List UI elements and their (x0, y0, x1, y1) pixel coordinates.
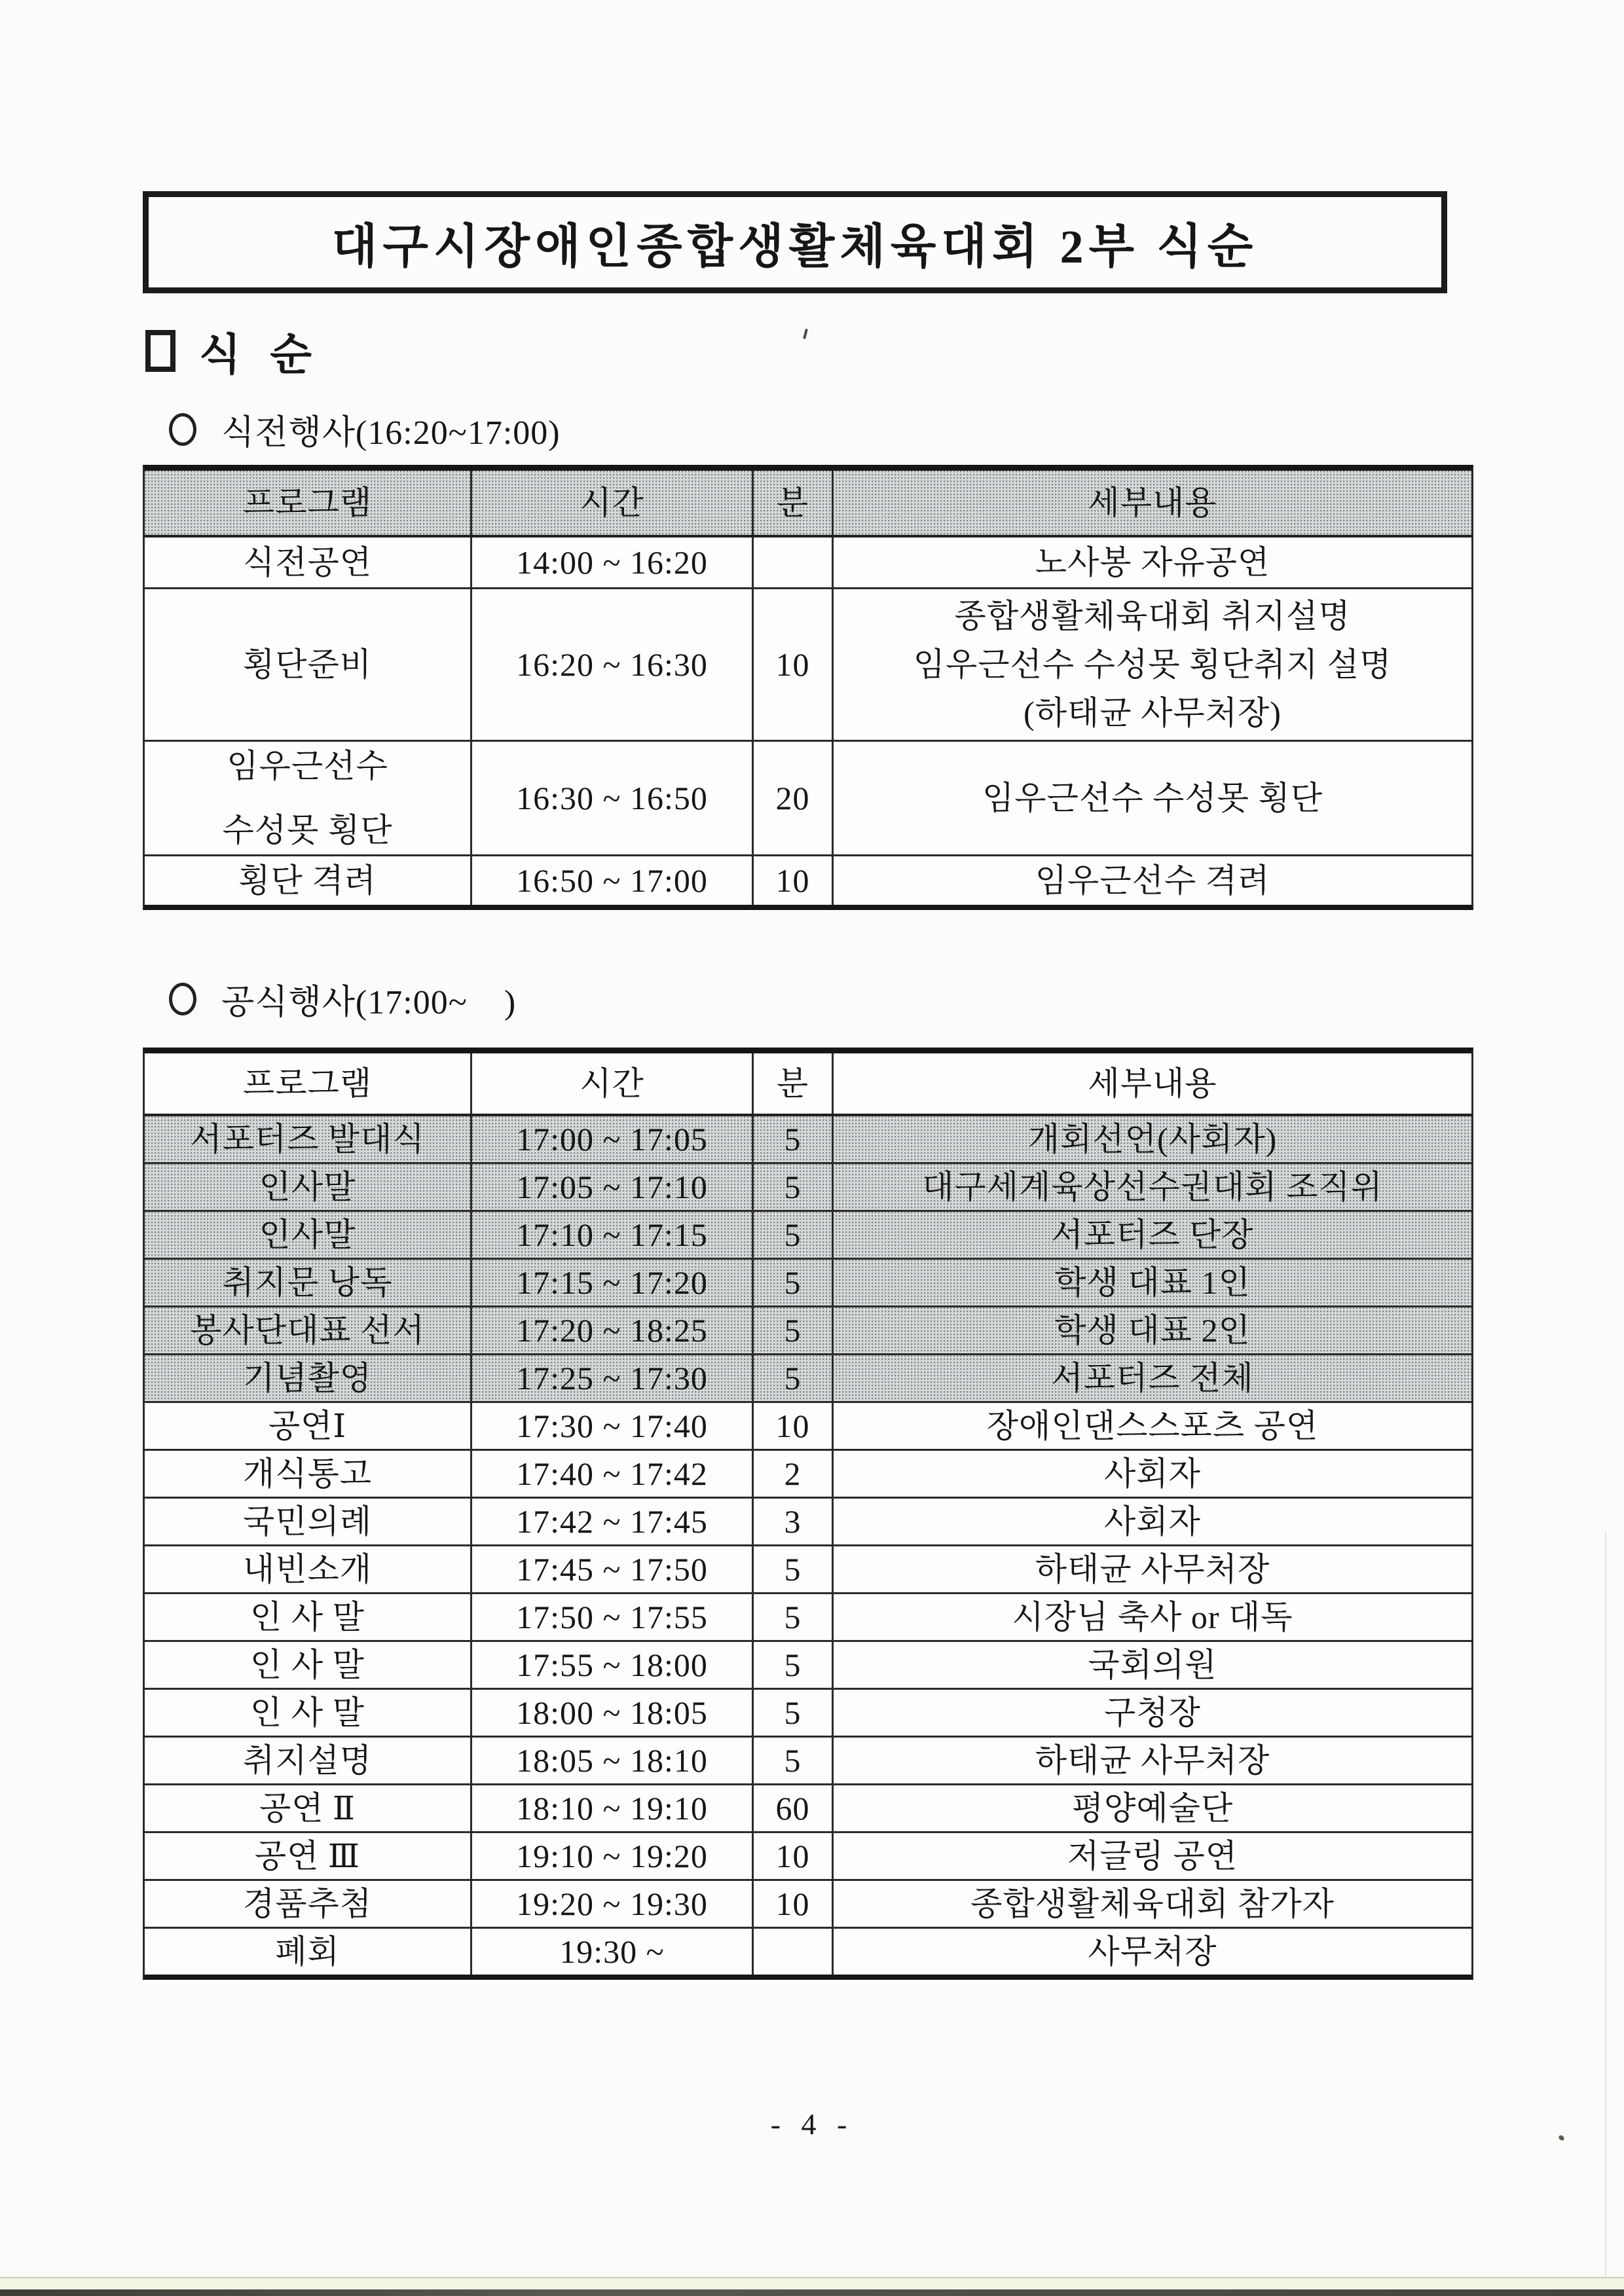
column-header-text: 분 (776, 484, 809, 521)
cell-program-text: 내빈소개 (242, 1551, 373, 1588)
cell-detail-text: 종합생활체육대회 취지설명 (954, 598, 1351, 634)
column-header (834, 471, 1471, 535)
cell-minutes (754, 1260, 834, 1305)
cell-program-text: 수성못 횡단 (222, 812, 393, 848)
cell-detail (834, 856, 1471, 905)
cell-minutes (754, 1307, 834, 1353)
subsection-pre-ceremony (169, 405, 561, 454)
cell-detail (834, 1403, 1471, 1449)
column-header (472, 1053, 754, 1114)
cell-program-text: 횡단준비 (242, 646, 373, 683)
cell-time-text: 17:05 ~ 17:10 (516, 1169, 708, 1205)
cell-minutes (754, 538, 834, 587)
column-header-text: 프로그램 (242, 1065, 373, 1102)
table-row (145, 1116, 1471, 1164)
table-row (145, 1451, 1471, 1499)
cell-program (145, 1260, 472, 1305)
subsection-label: 식전행사(16:20~17:00) (221, 414, 561, 452)
column-header (834, 1053, 1471, 1114)
cell-detail (834, 1929, 1471, 1975)
cell-time (472, 1833, 754, 1879)
cell-program-text: 서포터즈 발대식 (190, 1121, 425, 1157)
table-row (145, 856, 1471, 905)
cell-minutes-text: 10 (775, 1838, 810, 1874)
cell-time (472, 538, 754, 587)
cell-program (145, 856, 472, 905)
cell-time (472, 1499, 754, 1544)
cell-detail-text: 사회자 (1104, 1455, 1201, 1492)
cell-minutes (754, 1403, 834, 1449)
cell-program (145, 1833, 472, 1879)
scanner-bed-edge (0, 2289, 1624, 2296)
cell-minutes (754, 1785, 834, 1831)
table-row (145, 1642, 1471, 1690)
cell-detail (834, 589, 1471, 740)
cell-time (472, 1307, 754, 1353)
cell-time-text: 19:20 ~ 19:30 (516, 1886, 708, 1922)
cell-minutes-text: 5 (784, 1169, 802, 1205)
cell-time-text: 18:00 ~ 18:05 (516, 1694, 708, 1731)
cell-detail-text: 구청장 (1104, 1694, 1201, 1731)
cell-detail (834, 1164, 1471, 1210)
table-row (145, 1738, 1471, 1785)
cell-time-text: 16:30 ~ 16:50 (516, 780, 708, 816)
table-header-row (145, 471, 1471, 538)
cell-minutes (754, 1116, 834, 1162)
cell-time (472, 1260, 754, 1305)
cell-program-text: 경품추첨 (242, 1886, 373, 1922)
cell-time-text: 17:42 ~ 17:45 (516, 1503, 708, 1540)
cell-time (472, 1785, 754, 1831)
cell-minutes (754, 1451, 834, 1497)
cell-detail-text: 시장님 축사 or 대독 (1012, 1599, 1293, 1635)
cell-minutes (754, 589, 834, 740)
cell-detail (834, 1451, 1471, 1497)
cell-program (145, 1690, 472, 1736)
cell-program (145, 1929, 472, 1975)
cell-minutes-text: 5 (784, 1599, 802, 1635)
cell-program-text: 인사말 (259, 1216, 356, 1253)
cell-minutes-text: 5 (784, 1121, 802, 1157)
cell-time-text: 17:50 ~ 17:55 (516, 1599, 708, 1635)
cell-time-text: 18:05 ~ 18:10 (516, 1742, 708, 1779)
table-row (145, 589, 1471, 742)
cell-program (145, 742, 472, 854)
cell-time-text: 17:20 ~ 18:25 (516, 1312, 708, 1349)
cell-detail-text: (하태균 사무처장) (1024, 695, 1282, 731)
cell-program-text: 임우근선수 (227, 748, 388, 784)
table-row (145, 742, 1471, 856)
column-header (754, 1053, 834, 1114)
table-row (145, 1546, 1471, 1594)
cell-minutes (754, 742, 834, 854)
cell-program-text: 취지설명 (242, 1742, 373, 1779)
cell-detail (834, 742, 1471, 854)
cell-minutes (754, 1594, 834, 1640)
column-header-text: 프로그램 (242, 484, 373, 521)
cell-time-text: 17:55 ~ 18:00 (516, 1647, 708, 1683)
cell-detail (834, 1738, 1471, 1783)
table-row (145, 1929, 1471, 1975)
cell-time-text: 17:45 ~ 17:50 (516, 1551, 708, 1588)
page-number: - 4 - (770, 2107, 854, 2141)
cell-program (145, 589, 472, 740)
column-header-text: 세부내용 (1088, 484, 1217, 521)
cell-program-text: 기념촬영 (242, 1360, 373, 1396)
cell-detail-text: 서포터즈 단장 (1051, 1216, 1254, 1253)
cell-time (472, 1355, 754, 1401)
cell-detail-text: 서포터즈 전체 (1051, 1360, 1254, 1396)
cell-minutes-text: 5 (784, 1264, 802, 1301)
cell-time (472, 1546, 754, 1592)
cell-program (145, 1594, 472, 1640)
cell-program (145, 1881, 472, 1927)
scan-speck-mark (803, 329, 808, 339)
cell-program (145, 1116, 472, 1162)
cell-time-text: 17:40 ~ 17:42 (516, 1455, 708, 1492)
cell-minutes-text: 10 (775, 1408, 810, 1444)
cell-program (145, 1403, 472, 1449)
page-title: 대구시장애인종합생활체육대회 2부 식순 (331, 221, 1259, 273)
table-row (145, 1164, 1471, 1212)
table-row (145, 1785, 1471, 1833)
column-header (472, 471, 754, 535)
cell-detail (834, 1785, 1471, 1831)
cell-detail (834, 1116, 1471, 1162)
cell-detail-text: 장애인댄스스포츠 공연 (986, 1408, 1319, 1444)
subsection-label: 공식행사(17:00~ ) (221, 984, 517, 1021)
cell-detail (834, 1499, 1471, 1544)
cell-time (472, 1690, 754, 1736)
cell-time-text: 16:50 ~ 17:00 (516, 862, 708, 899)
cell-minutes (754, 856, 834, 905)
cell-minutes-text: 5 (784, 1742, 802, 1779)
cell-minutes (754, 1355, 834, 1401)
cell-detail-text: 임우근선수 수성못 횡단취지 설명 (913, 646, 1392, 683)
cell-program (145, 1355, 472, 1401)
cell-minutes-text: 10 (775, 646, 810, 683)
cell-minutes-text: 5 (784, 1647, 802, 1683)
scan-bottom-edge-band (0, 2278, 1624, 2289)
cell-program (145, 1642, 472, 1688)
cell-detail-text: 노사봉 자유공연 (1035, 544, 1270, 581)
cell-detail-text: 평양예술단 (1071, 1790, 1234, 1827)
circle-bullet-icon (169, 413, 196, 446)
column-header-text: 시간 (580, 1065, 644, 1102)
heading-text: 식 순 (199, 331, 322, 379)
cell-time (472, 1403, 754, 1449)
cell-detail-text: 하태균 사무처장 (1035, 1551, 1270, 1588)
cell-program-text: 개식통고 (242, 1455, 373, 1492)
cell-program (145, 538, 472, 587)
cell-time-text: 16:20 ~ 16:30 (516, 646, 708, 683)
cell-detail (834, 1212, 1471, 1258)
cell-minutes-text: 60 (775, 1790, 810, 1827)
cell-detail (834, 1690, 1471, 1736)
cell-minutes (754, 1499, 834, 1544)
table-header-row (145, 1053, 1471, 1116)
cell-detail-text: 종합생활체육대회 참가자 (970, 1886, 1335, 1922)
cell-minutes-text: 5 (784, 1216, 802, 1253)
cell-detail-text: 임우근선수 수성못 횡단 (982, 780, 1323, 816)
cell-detail (834, 1594, 1471, 1640)
cell-time (472, 1164, 754, 1210)
column-header (754, 471, 834, 535)
cell-detail-text: 학생 대표 1인 (1054, 1264, 1251, 1301)
cell-minutes-text: 10 (775, 862, 810, 899)
cell-minutes-text: 20 (775, 780, 810, 816)
cell-program-text: 공연 Ⅲ (254, 1838, 361, 1874)
cell-minutes-text: 10 (775, 1886, 810, 1922)
cell-program (145, 1212, 472, 1258)
cell-time (472, 1594, 754, 1640)
cell-minutes (754, 1642, 834, 1688)
official-ceremony-table (143, 1048, 1473, 1980)
table-row (145, 1594, 1471, 1642)
table-row (145, 1307, 1471, 1355)
cell-program-text: 횡단 격려 (238, 862, 377, 899)
table-row (145, 1881, 1471, 1929)
cell-minutes (754, 1738, 834, 1783)
cell-detail-text: 하태균 사무처장 (1035, 1742, 1270, 1779)
cell-program (145, 1546, 472, 1592)
cell-program-text: 인 사 말 (250, 1694, 365, 1731)
cell-detail (834, 1642, 1471, 1688)
cell-minutes-text: 2 (784, 1455, 802, 1492)
cell-program-text: 국민의례 (242, 1503, 373, 1540)
cell-time-text: 17:00 ~ 17:05 (516, 1121, 708, 1157)
cell-detail-text: 저글링 공연 (1067, 1838, 1238, 1874)
cell-program-text: 폐회 (275, 1933, 340, 1970)
cell-program (145, 1499, 472, 1544)
cell-program (145, 1785, 472, 1831)
cell-time (472, 1881, 754, 1927)
cell-program-text: 식전공연 (242, 544, 373, 581)
cell-detail (834, 1546, 1471, 1592)
cell-time (472, 1929, 754, 1975)
table-row (145, 1690, 1471, 1738)
cell-time-text: 17:10 ~ 17:15 (516, 1216, 708, 1253)
cell-minutes (754, 1212, 834, 1258)
cell-time-text: 17:30 ~ 17:40 (516, 1408, 708, 1444)
cell-detail (834, 1881, 1471, 1927)
cell-program (145, 1738, 472, 1783)
cell-minutes-text: 3 (784, 1503, 802, 1540)
square-bullet-icon (145, 330, 175, 372)
cell-time (472, 742, 754, 854)
cell-minutes (754, 1546, 834, 1592)
table-row (145, 1833, 1471, 1881)
subsection-official-ceremony (169, 974, 516, 1023)
cell-time (472, 1212, 754, 1258)
table-row (145, 1403, 1471, 1451)
cell-time-text: 17:25 ~ 17:30 (516, 1360, 708, 1396)
cell-program-text: 인사말 (259, 1169, 356, 1205)
column-header-text: 세부내용 (1088, 1065, 1217, 1102)
cell-detail (834, 1307, 1471, 1353)
cell-program (145, 1451, 472, 1497)
cell-time-text: 18:10 ~ 19:10 (516, 1790, 708, 1827)
scan-edge-artifact (1605, 1532, 1606, 2277)
cell-minutes-text: 5 (784, 1694, 802, 1731)
cell-program (145, 1307, 472, 1353)
table-row (145, 1355, 1471, 1403)
cell-time (472, 856, 754, 905)
cell-program-text: 인 사 말 (250, 1647, 365, 1683)
column-header (145, 471, 472, 535)
cell-time-text: 19:10 ~ 19:20 (516, 1838, 708, 1874)
cell-minutes-text: 5 (784, 1312, 802, 1349)
cell-time-text: 17:15 ~ 17:20 (516, 1264, 708, 1301)
order-of-ceremony-heading (145, 319, 321, 382)
cell-time (472, 1451, 754, 1497)
cell-time (472, 1642, 754, 1688)
table-row (145, 1260, 1471, 1307)
table-row (145, 1212, 1471, 1260)
cell-minutes-text: 5 (784, 1360, 802, 1396)
column-header (145, 1053, 472, 1114)
pre-ceremony-table (143, 465, 1473, 910)
cell-detail (834, 538, 1471, 587)
cell-program-text: 봉사단대표 선서 (190, 1312, 425, 1349)
cell-detail-text: 국회의원 (1088, 1647, 1217, 1683)
cell-time-text: 14:00 ~ 16:20 (516, 544, 708, 581)
cell-time-text: 19:30 ~ (559, 1933, 665, 1970)
cell-minutes (754, 1690, 834, 1736)
cell-detail (834, 1355, 1471, 1401)
cell-minutes-text: 5 (784, 1551, 802, 1588)
column-header-text: 분 (776, 1065, 809, 1102)
cell-program-text: 공연 Ⅱ (259, 1790, 356, 1827)
cell-detail (834, 1260, 1471, 1305)
circle-bullet-icon (169, 983, 196, 1015)
cell-time (472, 1116, 754, 1162)
cell-detail-text: 대구세계육상선수권대회 조직위 (922, 1169, 1383, 1205)
cell-time (472, 589, 754, 740)
cell-program (145, 1164, 472, 1210)
table-row (145, 1499, 1471, 1546)
cell-minutes (754, 1929, 834, 1975)
cell-detail-text: 학생 대표 2인 (1054, 1312, 1251, 1349)
cell-program-text: 인 사 말 (250, 1599, 365, 1635)
cell-time (472, 1738, 754, 1783)
cell-detail-text: 개회선언(사회자) (1027, 1121, 1278, 1157)
cell-detail-text: 사무처장 (1088, 1933, 1217, 1970)
cell-program-text: 공연Ⅰ (268, 1408, 347, 1444)
cell-detail (834, 1833, 1471, 1879)
cell-minutes (754, 1833, 834, 1879)
cell-minutes (754, 1164, 834, 1210)
column-header-text: 시간 (580, 484, 644, 521)
table-row (145, 538, 1471, 589)
cell-detail-text: 사회자 (1104, 1503, 1201, 1540)
cell-minutes (754, 1881, 834, 1927)
title-box (143, 191, 1447, 293)
cell-program-text: 취지문 낭독 (222, 1264, 393, 1301)
cell-detail-text: 임우근선수 격려 (1035, 862, 1270, 899)
